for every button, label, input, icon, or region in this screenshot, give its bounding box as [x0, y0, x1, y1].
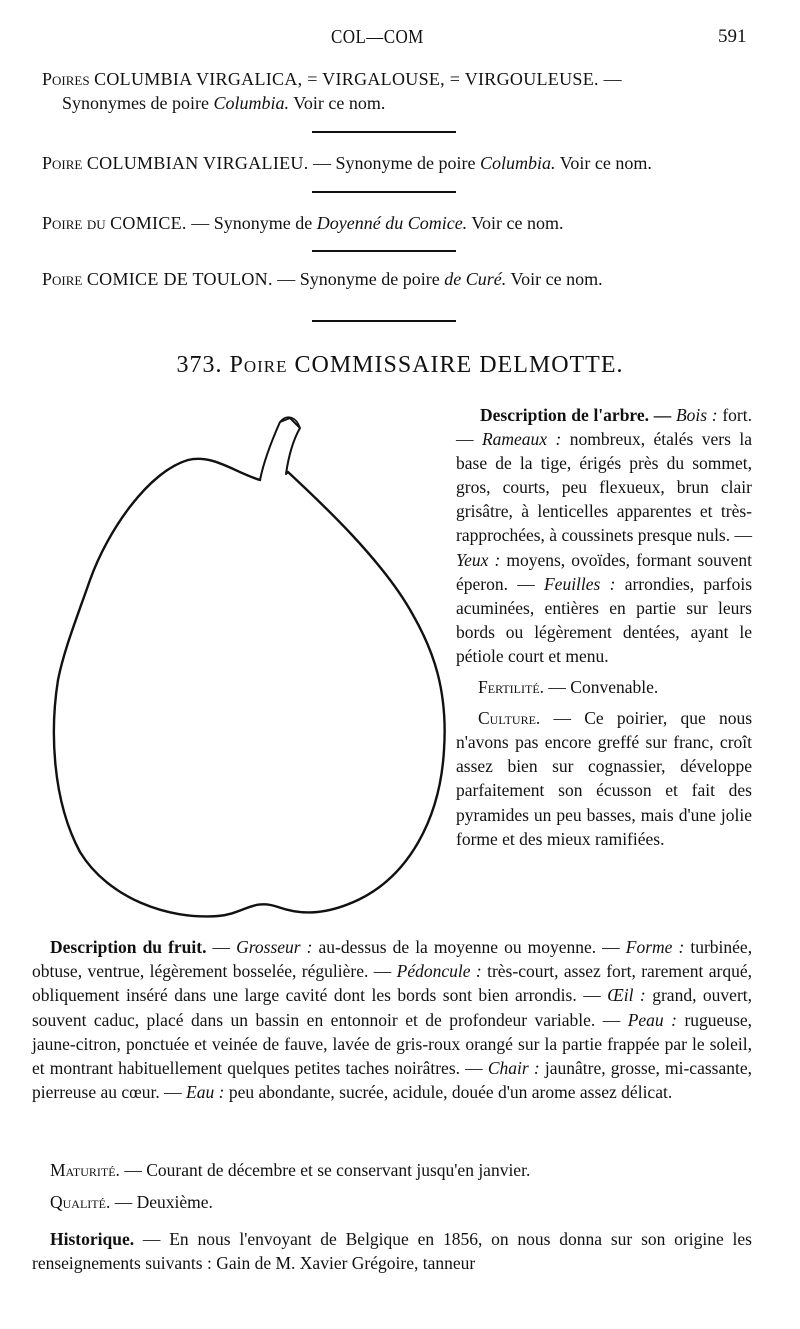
fruit-paragraph: Description du fruit. — Grosseur : au-dessus de la moyenne ou moyenne. — Forme : turbinée, obtuse, ventrue, légèrement bosselée, régulière. — Pédoncule : très-court, assez fort, rarement arqué, obliquement inséré dans une large cavité dont les bords sont bien arrondis. — Œil : grand, ouvert, souvent caduc, placé dans un bassin en entonnoir et de profondeur variable. — Peau : rugueuse, jaune-citron, ponctuée et veinée de fauve, lavée de gris-roux orangé sur la partie frappée par le soleil, et montrant habituellement quelques petites taches noirâtres. — Chair : jaunâtre, grosse, mi-cassante, pierreuse au cœur. — Eau : peu abondante, sucrée, acidule, douée d'un arome assez délicat.: [32, 937, 753, 1103]
header-title: COL—COM: [331, 26, 424, 48]
culture-text: — Ce poirier, que nous n'avons pas encore greffé sur franc, croît assez bien sur cognassier, développe parfaitement son écusson et fait des pyramides un peu basses, mais d'une jolie forme et des mieux ramifiées.: [456, 708, 753, 849]
separator-rule: [312, 250, 456, 252]
entry-italic: Doyenné du Comice.: [316, 213, 468, 233]
rameaux-label: Rameaux :: [481, 429, 562, 450]
fertilite-label: Fertilité.: [478, 677, 545, 698]
separator-rule: [312, 320, 456, 322]
fruit-heading: Description du fruit.: [50, 937, 207, 957]
grosseur-text: au-dessus de la moyenne ou moyenne. —: [318, 937, 620, 957]
entry-name: COLUMBIAN VIRGALIEU.: [86, 153, 309, 173]
entry-prefix: Poire: [42, 153, 83, 173]
variety-prefix: Poire: [229, 352, 288, 378]
forme-label: Forme :: [625, 937, 685, 957]
maturite-paragraph: [32, 1158, 752, 1182]
pear-stem: [260, 418, 300, 480]
tree-description: [456, 403, 752, 851]
pear-illustration: [28, 410, 452, 924]
entry-see: Voir ce nom.: [510, 269, 603, 289]
qualite-paragraph: [32, 1190, 752, 1214]
historique-text: — En nous l'envoyant de Belgique en 1856, on nous donna sur son origine les renseignements suivants : Gain de M. Xavier Grégoire, tanneur: [32, 1229, 752, 1274]
fertilite-paragraph: [456, 675, 752, 699]
entry-prefix: Poire du: [42, 213, 106, 233]
feuilles-text: arrondies, parfois acuminées, entières en partie sur leurs bords ou légèrement dentées, ayant le pétiole court et menu.: [456, 573, 753, 666]
tree-heading: Description de l'arbre. —: [480, 405, 672, 425]
grosseur-label: Grosseur :: [236, 937, 313, 957]
entry-text: Synonymes de poire: [62, 93, 209, 113]
tree-paragraph: [456, 403, 752, 668]
eau-text: peu abondante, sucrée, acidule, douée d'un arome assez délicat.: [228, 1082, 673, 1103]
maturite-text: — Courant de décembre et se conservant jusqu'en janvier.: [124, 1160, 531, 1180]
culture-label: Culture.: [478, 708, 541, 729]
variety-number: 373.: [176, 352, 223, 378]
entry-text: — Synonyme de: [191, 213, 313, 233]
pedoncule-text: très-court, assez fort, rarement arqué, obliquement inséré dans une large cavité dont les bords sont bien arrondis. —: [32, 961, 753, 1006]
entry-name: COMICE.: [110, 213, 187, 233]
feuilles-label: Feuilles :: [543, 573, 616, 594]
synonym-entry-1: [42, 67, 754, 115]
entry-see: Voir ce nom.: [559, 153, 652, 173]
culture-paragraph: [456, 706, 752, 851]
qualite-text: — Deuxième.: [114, 1192, 213, 1212]
entry-text: — Synonyme de poire: [313, 153, 476, 173]
entry-italic: de Curé.: [444, 269, 507, 289]
entry-prefix: Poires: [42, 69, 90, 89]
chair-text: jaunâtre, grosse, mi-cassante, pierreuse au cœur. —: [32, 1058, 752, 1103]
entry-see: Voir ce nom.: [293, 93, 386, 113]
synonym-entry-4: [42, 267, 754, 291]
running-header: [0, 26, 800, 52]
bois-label: Bois :: [675, 405, 718, 425]
historique-paragraph: [32, 1227, 752, 1275]
synonym-entry-3: [42, 211, 754, 235]
peau-text: rugueuse, jaune-citron, ponctuée et veinée de fauve, lavée de gris-roux orangé sur la partie frappée par le soleil, et montrant habituellement quelques petites taches noirâtres. —: [32, 1009, 753, 1079]
qualite-label: Qualité.: [50, 1192, 111, 1212]
chair-label: Chair :: [487, 1058, 540, 1079]
peau-label: Peau :: [627, 1009, 677, 1030]
fruit-description: [32, 935, 752, 1104]
entry-name: COLUMBIA VIRGALICA, = VIRGALOUSE, = VIRGOULEUSE. —: [94, 69, 622, 89]
entry-prefix: Poire: [42, 269, 83, 289]
fertilite-text: — Convenable.: [548, 677, 659, 698]
forme-text: turbinée, obtuse, ventrue, légèrement bosselée, régulière. —: [32, 937, 753, 982]
entry-see: Voir ce nom.: [471, 213, 564, 233]
variety-heading: [0, 352, 800, 379]
oeil-text: grand, ouvert, souvent caduc, placé dans un bassin en entonnoir et de profondeur variable. —: [32, 985, 753, 1030]
synonym-entry-2: [42, 151, 754, 175]
oeil-label: Œil :: [607, 985, 646, 1006]
historique-label: Historique.: [50, 1229, 135, 1249]
yeux-text: moyens, ovoïdes, formant souvent éperon. —: [456, 549, 752, 594]
pedoncule-label: Pédoncule :: [396, 961, 482, 982]
rameaux-text: nombreux, étalés vers la base de la tige, érigés près du sommet, gros, courts, peu flexueux, brun clair grisâtre, à lenticelles apparentes et très-rapprochées, à coussinets presque nuls. —: [456, 429, 753, 546]
yeux-label: Yeux :: [456, 549, 501, 570]
separator-rule: [312, 191, 456, 193]
separator-rule: [312, 131, 456, 133]
variety-name: COMMISSAIRE DELMOTTE.: [294, 352, 624, 378]
page-number: 591: [718, 26, 747, 47]
bois-text: fort. —: [456, 405, 752, 450]
entry-name: COMICE DE TOULON.: [86, 269, 273, 289]
entry-text: — Synonyme de poire: [277, 269, 440, 289]
eau-label: Eau :: [186, 1082, 225, 1103]
maturite-label: Maturité.: [50, 1160, 120, 1180]
entry-italic: Columbia.: [213, 93, 289, 113]
entry-italic: Columbia.: [480, 153, 556, 173]
pear-outline: [54, 459, 445, 917]
